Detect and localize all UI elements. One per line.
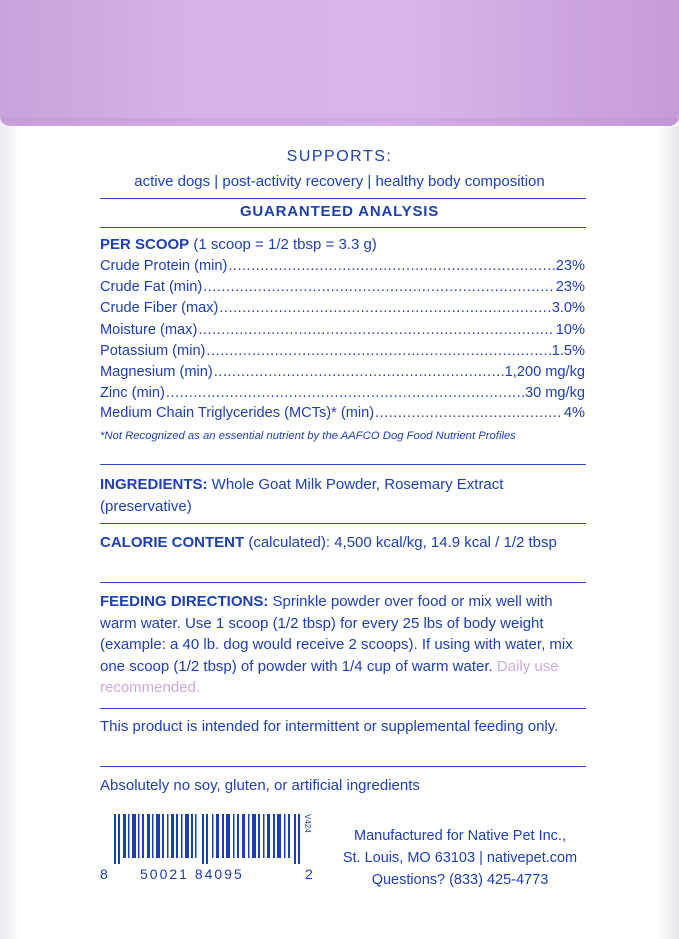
analysis-row xyxy=(100,364,585,384)
feeding-paragraph xyxy=(100,591,586,699)
analysis-label: Crude Protein (min) xyxy=(100,258,228,274)
supports-heading: SUPPORTS: xyxy=(286,148,393,165)
leader-dots xyxy=(206,343,550,359)
guaranteed-analysis-heading: GUARANTEED ANALYSIS xyxy=(239,203,440,220)
divider xyxy=(100,227,586,228)
can-edge-right xyxy=(657,126,679,939)
ingredients-paragraph xyxy=(100,474,586,517)
calorie-label: CALORIE CONTENT xyxy=(100,534,245,551)
analysis-row xyxy=(100,405,585,425)
per-scoop-line xyxy=(100,236,377,253)
per-scoop-detail: (1 scoop = 1/2 tbsp = 3.3 g) xyxy=(189,236,377,253)
analysis-value: 3.0% xyxy=(551,300,585,316)
phone-line: Questions? (833) 425-4773 xyxy=(371,872,549,888)
analysis-value: 1.5% xyxy=(551,343,585,359)
analysis-label: Crude Fat (min) xyxy=(100,279,203,295)
per-scoop-label: PER SCOOP xyxy=(100,236,190,253)
leader-dots xyxy=(203,279,555,295)
analysis-label: Medium Chain Triglycerides (MCTs)* (min) xyxy=(100,405,375,421)
feeding-text: Sprinkle powder over food or mix well with warm water. Use 1 scoop (1/2 tbsp) for every 25 lbs of body weight (example: a 40 lb. dog would receive 2 scoops). If using with water, mix one scoop (1/2 tbsp) of powder with 1/4 cup of warm water. xyxy=(100,593,573,675)
leader-dots xyxy=(214,364,504,380)
analysis-value: 4% xyxy=(563,405,585,421)
analysis-label: Magnesium (min) xyxy=(100,364,213,380)
analysis-value: 23% xyxy=(555,258,585,274)
ingredients-text: Whole Goat Milk Powder, Rosemary Extract (preservative) xyxy=(100,476,504,515)
analysis-row xyxy=(100,300,585,320)
divider xyxy=(100,766,586,767)
supports-text: active dogs | post-activity recovery | healthy body composition xyxy=(134,173,545,190)
intermittent-notice: This product is intended for intermittent or supplemental feeding only. xyxy=(100,718,559,735)
leader-dots xyxy=(166,385,524,401)
analysis-footnote: *Not Recognized as an essential nutrient by the AAFCO Dog Food Nutrient Profiles xyxy=(100,430,516,442)
divider xyxy=(100,198,586,199)
side-code: V424 xyxy=(303,814,312,833)
ingredients-label: INGREDIENTS: xyxy=(100,476,208,493)
analysis-value: 10% xyxy=(555,322,585,338)
calorie-paragraph xyxy=(100,532,586,554)
address-line: St. Louis, MO 63103 | nativepet.com xyxy=(342,850,578,866)
analysis-row xyxy=(100,258,585,278)
lid-shadow xyxy=(0,118,679,128)
can-lid xyxy=(0,0,679,126)
can-edge-left xyxy=(0,126,22,939)
analysis-value: 23% xyxy=(555,279,585,295)
analysis-row xyxy=(100,385,585,405)
barcode-left-digit: 8 xyxy=(100,866,109,882)
analysis-row xyxy=(100,322,585,342)
leader-dots xyxy=(198,322,554,338)
feeding-label: FEEDING DIRECTIONS: xyxy=(100,593,269,610)
daily-use-highlight: Daily use recommended. xyxy=(100,657,559,696)
calorie-text: (calculated): 4,500 kcal/kg, 14.9 kcal / 1/2 tbsp xyxy=(244,534,557,551)
no-soy-statement: Absolutely no soy, gluten, or artificial ingredients xyxy=(100,777,420,794)
divider xyxy=(100,464,586,465)
leader-dots xyxy=(219,300,550,316)
analysis-label: Zinc (min) xyxy=(100,385,165,401)
manufacturer-line: Manufactured for Native Pet Inc., xyxy=(354,828,566,844)
analysis-row xyxy=(100,343,585,363)
analysis-row xyxy=(100,279,585,299)
analysis-value: 1,200 mg/kg xyxy=(504,364,585,380)
barcode-digits: 50021 84095 xyxy=(140,866,244,882)
barcode-right-digit: 2 xyxy=(305,866,314,882)
divider xyxy=(100,708,586,709)
divider xyxy=(100,582,586,583)
analysis-label: Potassium (min) xyxy=(100,343,206,359)
analysis-label: Crude Fiber (max) xyxy=(100,300,219,316)
analysis-label: Moisture (max) xyxy=(100,322,198,338)
leader-dots xyxy=(375,405,563,421)
leader-dots xyxy=(228,258,554,274)
upc-barcode xyxy=(114,814,300,864)
analysis-value: 30 mg/kg xyxy=(524,385,585,401)
divider xyxy=(100,523,586,524)
